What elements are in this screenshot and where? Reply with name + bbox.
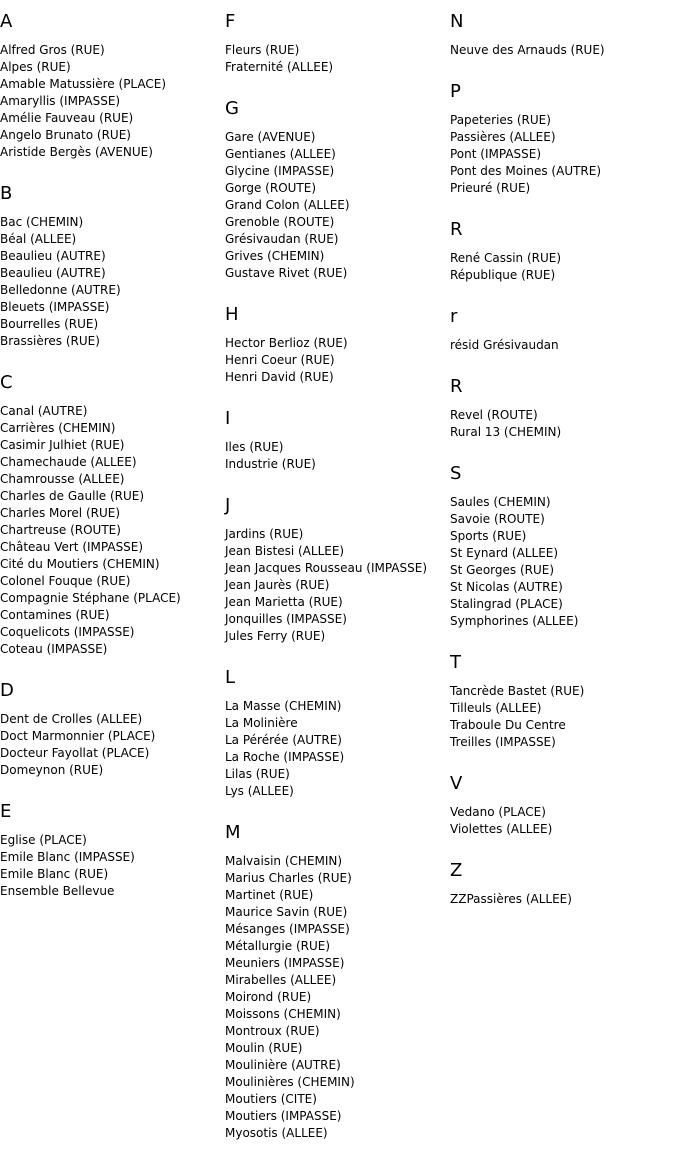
street-link[interactable]: Chartreuse (ROUTE): [0, 523, 121, 537]
street-link[interactable]: Amable Matussière (PLACE): [0, 77, 167, 91]
letter-section: [225, 409, 450, 473]
section-letter-heading: B: [0, 183, 13, 204]
section-letter-heading: C: [0, 372, 13, 393]
street-list: [225, 439, 450, 473]
street-link[interactable]: Château Vert (IMPASSE): [0, 540, 144, 554]
street-link[interactable]: République (RUE): [450, 268, 556, 282]
street-link[interactable]: Iles (RUE): [225, 440, 284, 454]
street-link[interactable]: Tilleuls (ALLEE): [450, 701, 542, 715]
street-link[interactable]: Papeteries (RUE): [450, 113, 551, 127]
street-list: [450, 42, 675, 59]
letter-section: [450, 464, 675, 630]
street-link[interactable]: Charles de Gaulle (RUE): [0, 489, 145, 503]
street-link[interactable]: Métallurgie (RUE): [225, 939, 331, 953]
street-list: [450, 337, 675, 354]
street-link[interactable]: La Masse (CHEMIN): [225, 699, 342, 713]
street-link[interactable]: Sports (RUE): [450, 529, 527, 543]
street-link[interactable]: Grenoble (ROUTE): [225, 215, 335, 229]
street-link[interactable]: Moirond (RUE): [225, 990, 312, 1004]
section-letter-heading: H: [225, 304, 239, 325]
street-link[interactable]: Colonel Fouque (RUE): [0, 574, 131, 588]
section-letter-heading: J: [225, 495, 231, 516]
street-list: [225, 335, 450, 386]
street-link[interactable]: Fraternité (ALLEE): [225, 60, 334, 74]
letter-section: [225, 823, 450, 1142]
street-link[interactable]: Dent de Crolles (ALLEE): [0, 712, 143, 726]
street-list: [450, 891, 675, 908]
street-link[interactable]: Saules (CHEMIN): [450, 495, 551, 509]
street-link[interactable]: Moulinières (CHEMIN): [225, 1075, 355, 1089]
street-link[interactable]: Contamines (RUE): [0, 608, 110, 622]
letter-section: [450, 220, 675, 284]
street-link[interactable]: Emile Blanc (IMPASSE): [0, 850, 135, 864]
street-link[interactable]: Cité du Moutiers (CHEMIN): [0, 557, 160, 571]
section-letter-heading: S: [450, 463, 462, 484]
street-link[interactable]: Revel (ROUTE): [450, 408, 538, 422]
street-link[interactable]: Bleuets (IMPASSE): [0, 300, 110, 314]
street-link[interactable]: Bac (CHEMIN): [0, 215, 84, 229]
section-letter-heading: P: [450, 81, 461, 102]
street-list: [225, 698, 450, 800]
street-link[interactable]: Grand Colon (ALLEE): [225, 198, 350, 212]
street-link[interactable]: Angelo Brunato (RUE): [0, 128, 131, 142]
street-link[interactable]: résid Grésivaudan: [450, 338, 559, 352]
street-link[interactable]: Alpes (RUE): [0, 60, 71, 74]
letter-section: [0, 681, 225, 779]
street-link[interactable]: Prieuré (RUE): [450, 181, 531, 195]
street-link[interactable]: Gentianes (ALLEE): [225, 147, 336, 161]
street-list: [0, 403, 225, 658]
section-letter-heading: V: [450, 773, 463, 794]
street-link[interactable]: Alfred Gros (RUE): [0, 43, 105, 57]
street-link[interactable]: Beaulieu (AUTRE): [0, 249, 106, 263]
street-link[interactable]: Rural 13 (CHEMIN): [450, 425, 562, 439]
street-link[interactable]: Amélie Fauveau (RUE): [0, 111, 134, 125]
street-link[interactable]: Charles Morel (RUE): [0, 506, 121, 520]
letter-section: [0, 12, 225, 161]
section-letter-heading: D: [0, 680, 14, 701]
letter-section: [450, 377, 675, 441]
street-link[interactable]: Brassières (RUE): [0, 334, 100, 348]
street-link[interactable]: Jules Ferry (RUE): [225, 629, 326, 643]
section-letter-heading: L: [225, 667, 236, 688]
street-list: [225, 526, 450, 645]
street-link[interactable]: Compagnie Stéphane (PLACE): [0, 591, 181, 605]
street-link[interactable]: Carrières (CHEMIN): [0, 421, 116, 435]
street-link[interactable]: St Nicolas (AUTRE): [450, 580, 563, 594]
street-link[interactable]: Pont des Moines (AUTRE): [450, 164, 602, 178]
letter-section: [225, 305, 450, 386]
street-link[interactable]: Jean Bistesi (ALLEE): [225, 544, 345, 558]
street-link[interactable]: Treilles (IMPASSE): [450, 735, 556, 749]
street-list: [450, 804, 675, 838]
street-link[interactable]: Mésanges (IMPASSE): [225, 922, 350, 936]
street-link[interactable]: Gorge (ROUTE): [225, 181, 317, 195]
street-link[interactable]: Coquelicots (IMPASSE): [0, 625, 135, 639]
letter-section: [225, 12, 450, 76]
street-link[interactable]: Henri David (RUE): [225, 370, 334, 384]
letter-section: [225, 496, 450, 645]
street-link[interactable]: Myosotis (ALLEE): [225, 1126, 328, 1140]
street-link[interactable]: Emile Blanc (RUE): [0, 867, 109, 881]
street-link[interactable]: Jean Jaurès (RUE): [225, 578, 330, 592]
section-letter-heading: I: [225, 408, 231, 429]
street-link[interactable]: Marius Charles (RUE): [225, 871, 352, 885]
street-link[interactable]: Canal (AUTRE): [0, 404, 88, 418]
street-index-column-3: [450, 0, 675, 931]
street-link[interactable]: Maurice Savin (RUE): [225, 905, 348, 919]
section-letter-heading: Z: [450, 860, 463, 881]
letter-section: [450, 774, 675, 838]
street-link[interactable]: Bourrelles (RUE): [0, 317, 99, 331]
section-letter-heading: R: [450, 219, 463, 240]
street-link[interactable]: Doct Marmonnier (PLACE): [0, 729, 156, 743]
street-link[interactable]: Tancrède Bastet (RUE): [450, 684, 585, 698]
street-link[interactable]: Eglise (PLACE): [0, 833, 87, 847]
street-list: [0, 42, 225, 161]
street-link[interactable]: Béal (ALLEE): [0, 232, 77, 246]
section-letter-heading: N: [450, 11, 464, 32]
street-list: [225, 129, 450, 282]
letter-section: [450, 861, 675, 908]
street-link[interactable]: René Cassin (RUE): [450, 251, 562, 265]
street-link[interactable]: Chamrousse (ALLEE): [0, 472, 125, 486]
street-list: [450, 112, 675, 197]
street-list: [450, 494, 675, 630]
street-link[interactable]: Moissons (CHEMIN): [225, 1007, 341, 1021]
letter-section: [0, 184, 225, 350]
street-link[interactable]: Traboule Du Centre: [450, 718, 566, 732]
street-list: [450, 250, 675, 284]
street-link[interactable]: Industrie (RUE): [225, 457, 316, 471]
street-index-column-2: [225, 0, 450, 1165]
street-link[interactable]: Moulin (RUE): [225, 1041, 303, 1055]
street-link[interactable]: St Georges (RUE): [450, 563, 555, 577]
letter-section: [0, 802, 225, 900]
street-link[interactable]: Vedano (PLACE): [450, 805, 546, 819]
street-link[interactable]: Moulinière (AUTRE): [225, 1058, 341, 1072]
section-letter-heading: R: [450, 376, 463, 397]
street-link[interactable]: Symphorines (ALLEE): [450, 614, 579, 628]
street-list: [450, 407, 675, 441]
street-link[interactable]: Violettes (ALLEE): [450, 822, 553, 836]
letter-section: [450, 307, 675, 354]
street-link[interactable]: Glycine (IMPASSE): [225, 164, 335, 178]
street-link[interactable]: Stalingrad (PLACE): [450, 597, 563, 611]
street-link[interactable]: Jardins (RUE): [225, 527, 304, 541]
street-link[interactable]: Coteau (IMPASSE): [0, 642, 108, 656]
street-link[interactable]: ZZPassières (ALLEE): [450, 892, 572, 906]
street-link[interactable]: Chamechaude (ALLEE): [0, 455, 137, 469]
street-link[interactable]: Jonquilles (IMPASSE): [225, 612, 347, 626]
street-list: [0, 711, 225, 779]
section-letter-heading: F: [225, 11, 236, 32]
street-link[interactable]: Jean Marietta (RUE): [225, 595, 343, 609]
street-link[interactable]: Malvaisin (CHEMIN): [225, 854, 343, 868]
letter-section: [450, 82, 675, 197]
street-link[interactable]: La Pérérée (AUTRE): [225, 733, 342, 747]
street-list: [225, 853, 450, 1142]
street-link[interactable]: Grésivaudan (RUE): [225, 232, 339, 246]
street-link[interactable]: Ensemble Bellevue: [0, 884, 115, 898]
street-link[interactable]: Moutiers (IMPASSE): [225, 1109, 342, 1123]
street-link[interactable]: Gustave Rivet (RUE): [225, 266, 348, 280]
street-list: [0, 214, 225, 350]
street-link[interactable]: La Molinière: [225, 716, 298, 730]
letter-section: [225, 668, 450, 800]
section-letter-heading: E: [0, 801, 12, 822]
street-list: [225, 42, 450, 76]
street-link[interactable]: Amaryllis (IMPASSE): [0, 94, 121, 108]
street-link[interactable]: Meuniers (IMPASSE): [225, 956, 345, 970]
letter-section: [225, 99, 450, 282]
street-link[interactable]: Casimir Julhiet (RUE): [0, 438, 125, 452]
section-letter-heading: r: [450, 306, 458, 327]
street-link[interactable]: Grives (CHEMIN): [225, 249, 325, 263]
street-link[interactable]: Moutiers (CITE): [225, 1092, 317, 1106]
street-list: [450, 683, 675, 751]
street-list: [0, 832, 225, 900]
street-link[interactable]: Hector Berlioz (RUE): [225, 336, 348, 350]
street-link[interactable]: Fleurs (RUE): [225, 43, 300, 57]
street-link[interactable]: Beaulieu (AUTRE): [0, 266, 106, 280]
letter-section: [0, 373, 225, 658]
street-link[interactable]: Mirabelles (ALLEE): [225, 973, 337, 987]
street-link[interactable]: Domeynon (RUE): [0, 763, 104, 777]
street-link[interactable]: Aristide Bergès (AVENUE): [0, 145, 153, 159]
section-letter-heading: M: [225, 822, 241, 843]
letter-section: [450, 12, 675, 59]
street-link[interactable]: Neuve des Arnauds (RUE): [450, 43, 605, 57]
street-link[interactable]: Lilas (RUE): [225, 767, 290, 781]
street-link[interactable]: Passières (ALLEE): [450, 130, 556, 144]
street-link[interactable]: Docteur Fayollat (PLACE): [0, 746, 150, 760]
section-letter-heading: T: [450, 652, 461, 673]
street-index-column-1: [0, 0, 225, 923]
letter-section: [450, 653, 675, 751]
street-link[interactable]: Montroux (RUE): [225, 1024, 320, 1038]
street-link[interactable]: Jean Jacques Rousseau (IMPASSE): [225, 561, 428, 575]
street-link[interactable]: Savoie (ROUTE): [450, 512, 545, 526]
street-link[interactable]: Martinet (RUE): [225, 888, 314, 902]
street-link[interactable]: Gare (AVENUE): [225, 130, 316, 144]
street-link[interactable]: Lys (ALLEE): [225, 784, 294, 798]
section-letter-heading: A: [0, 11, 13, 32]
street-link[interactable]: Henri Coeur (RUE): [225, 353, 335, 367]
street-link[interactable]: Belledonne (AUTRE): [0, 283, 121, 297]
section-letter-heading: G: [225, 98, 239, 119]
street-link[interactable]: La Roche (IMPASSE): [225, 750, 345, 764]
street-link[interactable]: St Eynard (ALLEE): [450, 546, 559, 560]
street-link[interactable]: Pont (IMPASSE): [450, 147, 542, 161]
